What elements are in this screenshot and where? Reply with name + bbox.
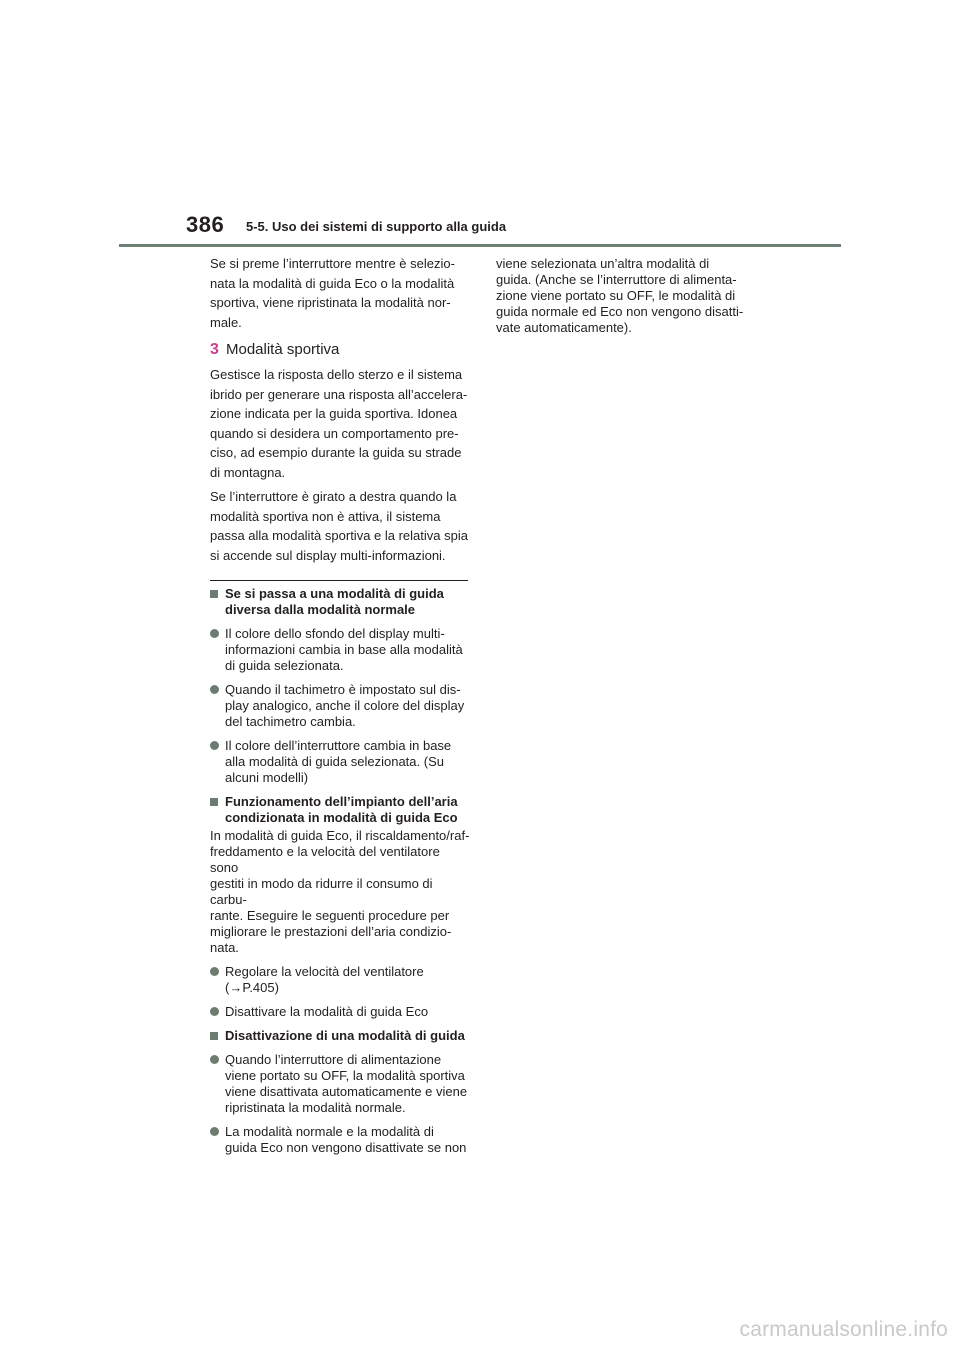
circle-bullet-icon (210, 1127, 219, 1136)
text-line: Funzionamento dell’impianto dell’aria (225, 794, 458, 809)
text-line: Quando l’interruttore di alimentazione (225, 1052, 442, 1067)
text-line: In modalità di guida Eco, il riscaldamento/raf- (210, 828, 470, 843)
list-item (210, 626, 470, 674)
note-heading (210, 794, 470, 826)
list-item-text (225, 626, 463, 674)
step-title: Modalità sportiva (226, 341, 340, 358)
text-line: diversa dalla modalità normale (225, 602, 416, 617)
left-column (210, 254, 470, 1164)
section-title: 5-5. Uso dei sistemi di supporto alla guida (246, 219, 507, 234)
text-line: migliorare le prestazioni dell’aria condizio- (210, 924, 452, 939)
text-line: La modalità normale e la modalità di (225, 1124, 434, 1139)
text-line: zione viene portato su OFF, le modalità di (496, 288, 736, 303)
text-line: nata. (210, 940, 239, 955)
text-line: zione indicata per la guida sportiva. Idonea (210, 406, 458, 421)
text-line: gestiti in modo da ridurre il consumo di carbu- (210, 876, 433, 907)
text-line: male. (210, 314, 242, 330)
circle-bullet-icon (210, 685, 219, 694)
text-line: alcuni modelli) (225, 770, 309, 785)
note-paragraph (210, 828, 470, 956)
list-item-text (225, 964, 424, 996)
step-heading (210, 341, 470, 359)
square-bullet-icon (210, 798, 218, 806)
list-item (210, 1004, 470, 1020)
step-number: 3 (210, 341, 219, 358)
header-rule (119, 244, 841, 247)
text-line: guida normale ed Eco non vengono disatti- (496, 304, 744, 319)
page-reference-link[interactable]: (→P.405) (225, 980, 279, 995)
continuation-paragraph (496, 256, 766, 336)
list-item (210, 1052, 470, 1116)
text-line: viene disattivata automaticamente e viene (225, 1084, 468, 1099)
switch-paragraph (210, 487, 470, 565)
note-heading (210, 586, 470, 618)
text-line: Gestisce la risposta dello sterzo e il sistema (210, 367, 463, 382)
note-heading-text (225, 586, 444, 618)
text-line: di guida selezionata. (225, 658, 344, 673)
circle-bullet-icon (210, 1007, 219, 1016)
list-item (210, 682, 470, 730)
notes-divider (210, 580, 468, 581)
intro-paragraph (210, 254, 470, 332)
text-line: del tachimetro cambia. (225, 714, 356, 729)
list-item-text (225, 738, 451, 786)
text-line: alla modalità di guida selezionata. (Su (225, 754, 444, 769)
list-item-text: Disattivare la modalità di guida Eco (225, 1004, 429, 1019)
note-heading (210, 1028, 470, 1044)
text-line: informazioni cambia in base alla modalità (225, 642, 463, 657)
text-line: ripristinata la modalità normale. (225, 1100, 406, 1115)
text-line: freddamento e la velocità del ventilatore sono (210, 844, 440, 875)
sport-mode-paragraph (210, 365, 470, 482)
text-line: sportiva, viene ripristinata la modalità nor- (210, 295, 451, 310)
text-line: passa alla modalità sportiva e la relativa spia (210, 528, 468, 543)
page-number: 386 (186, 212, 225, 237)
list-item (210, 738, 470, 786)
watermark: carmanualsonline.info (739, 1318, 948, 1341)
text-line: Se si passa a una modalità di guida (225, 586, 444, 601)
text-line: vate automaticamente). (496, 320, 632, 335)
note-heading-text: Disattivazione di una modalità di guida (225, 1028, 465, 1043)
text-line: nata la modalità di guida Eco o la modalità (210, 275, 455, 291)
text-line: Il colore dello sfondo del display multi- (225, 626, 445, 641)
circle-bullet-icon (210, 629, 219, 638)
list-item-text (225, 1124, 466, 1156)
text-line: quando si desidera un comportamento pre- (210, 425, 459, 441)
text-line: Il colore dell’interruttore cambia in base (225, 738, 452, 753)
text-line: play analogico, anche il colore del display (225, 698, 465, 713)
right-column (496, 256, 766, 336)
text-line: si accende sul display multi-informazioni. (210, 547, 446, 563)
text-line: viene selezionata un’altra modalità di (496, 256, 710, 271)
circle-bullet-icon (210, 1055, 219, 1064)
circle-bullet-icon (210, 741, 219, 750)
text-line: di montagna. (210, 464, 286, 480)
text-line: Regolare la velocità del ventilatore (225, 964, 424, 979)
list-item (210, 1124, 470, 1156)
square-bullet-icon (210, 1032, 218, 1040)
text-line: ciso, ad esempio durante la guida su strade (210, 445, 462, 460)
list-item-text (225, 1052, 467, 1116)
text-line: viene portato su OFF, la modalità sportiva (225, 1068, 465, 1083)
text-line: modalità sportiva non è attiva, il sistema (210, 508, 441, 524)
text-line: condizionata in modalità di guida Eco (225, 810, 458, 825)
list-item-text (225, 682, 464, 730)
text-line: ibrido per generare una risposta all’accelera- (210, 386, 468, 402)
text-line: Se l’interruttore è girato a destra quando la (210, 489, 457, 504)
text-line: rante. Eseguire le seguenti procedure per (210, 908, 450, 923)
text-line: Quando il tachimetro è impostato sul dis- (225, 682, 461, 697)
text-line: guida Eco non vengono disattivate se non (225, 1140, 467, 1155)
note-heading-text (225, 794, 458, 826)
circle-bullet-icon (210, 967, 219, 976)
text-line: Se si preme l’interruttore mentre è selezio- (210, 256, 455, 271)
list-item (210, 964, 470, 996)
text-line: guida. (Anche se l’interruttore di alimenta- (496, 272, 737, 287)
square-bullet-icon (210, 590, 218, 598)
